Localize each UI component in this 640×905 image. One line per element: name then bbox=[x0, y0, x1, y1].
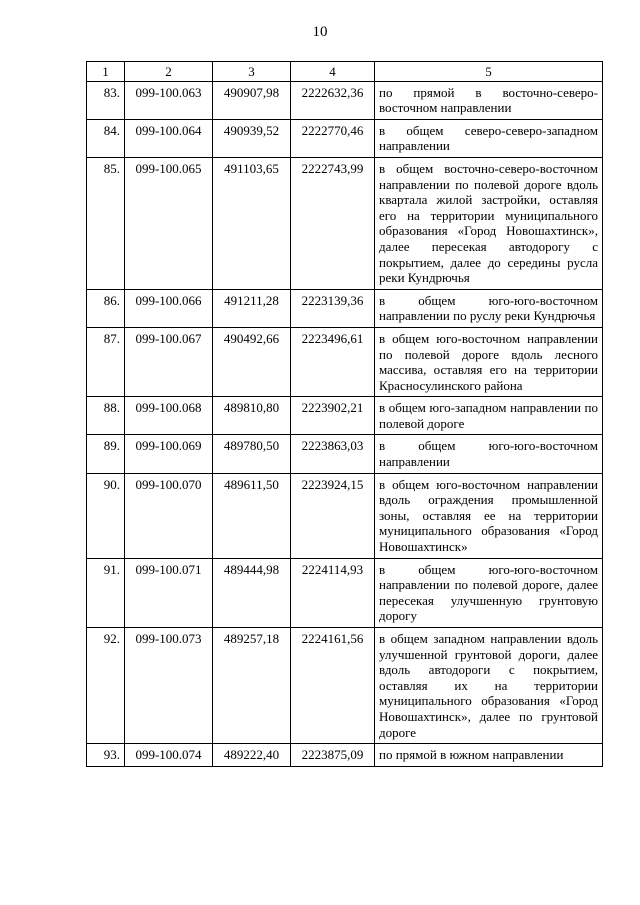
column-header-3: 3 bbox=[213, 62, 291, 82]
table-row bbox=[87, 628, 603, 744]
coordinate-x: 489444,98 bbox=[213, 558, 291, 627]
coordinate-x: 489222,40 bbox=[213, 744, 291, 767]
coordinate-y: 2224161,56 bbox=[291, 628, 375, 744]
boundary-description: в общем юго-юго-восточном направлении bbox=[375, 435, 603, 473]
row-number: 84. bbox=[87, 119, 125, 157]
point-code: 099-100.069 bbox=[125, 435, 213, 473]
row-number: 89. bbox=[87, 435, 125, 473]
boundary-description: в общем восточно-северо-восточном направлении по полевой дороге вдоль квартала жилой застройки, оставляя его на территории муниципального образования «Город Новошахтинск», далее пересекая автодорогу с покрытием, далее до середины русла реки Кундрючья bbox=[375, 157, 603, 289]
table-row bbox=[87, 397, 603, 435]
point-code: 099-100.067 bbox=[125, 327, 213, 396]
table-row bbox=[87, 81, 603, 119]
table-header-row bbox=[87, 62, 603, 82]
column-header-2: 2 bbox=[125, 62, 213, 82]
coordinate-x: 490492,66 bbox=[213, 327, 291, 396]
row-number: 85. bbox=[87, 157, 125, 289]
point-code: 099-100.065 bbox=[125, 157, 213, 289]
column-header-1: 1 bbox=[87, 62, 125, 82]
page-number: 10 bbox=[312, 24, 328, 40]
point-code: 099-100.063 bbox=[125, 81, 213, 119]
row-number: 90. bbox=[87, 473, 125, 558]
boundary-description: по прямой в южном направлении bbox=[375, 744, 603, 767]
column-header-4: 4 bbox=[291, 62, 375, 82]
point-code: 099-100.066 bbox=[125, 289, 213, 327]
column-header-5: 5 bbox=[375, 62, 603, 82]
point-code: 099-100.074 bbox=[125, 744, 213, 767]
coordinate-y: 2222743,99 bbox=[291, 157, 375, 289]
boundary-points-table bbox=[86, 61, 603, 767]
row-number: 92. bbox=[87, 628, 125, 744]
table-row bbox=[87, 473, 603, 558]
coordinate-y: 2223902,21 bbox=[291, 397, 375, 435]
table-row bbox=[87, 289, 603, 327]
coordinate-y: 2223496,61 bbox=[291, 327, 375, 396]
table-row bbox=[87, 744, 603, 767]
row-number: 88. bbox=[87, 397, 125, 435]
boundary-description: в общем северо-северо-западном направлении bbox=[375, 119, 603, 157]
coordinate-x: 489810,80 bbox=[213, 397, 291, 435]
boundary-description: в общем юго-восточном направлении по полевой дороге вдоль лесного массива, оставляя его на территории Красносулинского района bbox=[375, 327, 603, 396]
point-code: 099-100.073 bbox=[125, 628, 213, 744]
coordinate-y: 2223875,09 bbox=[291, 744, 375, 767]
boundary-description: в общем западном направлении вдоль улучшенной грунтовой дороги, далее вдоль автодороги с покрытием, оставляя их на территории муниципального образования «Город Новошахтинск», далее по грунтовой дороге bbox=[375, 628, 603, 744]
point-code: 099-100.068 bbox=[125, 397, 213, 435]
table-row bbox=[87, 327, 603, 396]
table-row bbox=[87, 119, 603, 157]
row-number: 83. bbox=[87, 81, 125, 119]
row-number: 91. bbox=[87, 558, 125, 627]
coordinate-y: 2223863,03 bbox=[291, 435, 375, 473]
point-code: 099-100.071 bbox=[125, 558, 213, 627]
coordinate-x: 490939,52 bbox=[213, 119, 291, 157]
coordinate-y: 2224114,93 bbox=[291, 558, 375, 627]
coordinate-y: 2222770,46 bbox=[291, 119, 375, 157]
point-code: 099-100.070 bbox=[125, 473, 213, 558]
coordinate-y: 2222632,36 bbox=[291, 81, 375, 119]
coordinate-x: 489780,50 bbox=[213, 435, 291, 473]
coordinate-x: 489611,50 bbox=[213, 473, 291, 558]
row-number: 87. bbox=[87, 327, 125, 396]
coordinate-x: 490907,98 bbox=[213, 81, 291, 119]
boundary-description: в общем юго-западном направлении по полевой дороге bbox=[375, 397, 603, 435]
point-code: 099-100.064 bbox=[125, 119, 213, 157]
table-row bbox=[87, 157, 603, 289]
coordinate-y: 2223924,15 bbox=[291, 473, 375, 558]
boundary-description: в общем юго-юго-восточном направлении по руслу реки Кундрючья bbox=[375, 289, 603, 327]
table-row bbox=[87, 558, 603, 627]
coordinate-x: 491103,65 bbox=[213, 157, 291, 289]
row-number: 93. bbox=[87, 744, 125, 767]
boundary-description: в общем юго-восточном направлении вдоль ограждения промышленной зоны, оставляя ее на территории муниципального образования «Город Новошахтинск» bbox=[375, 473, 603, 558]
coordinate-x: 489257,18 bbox=[213, 628, 291, 744]
coordinate-x: 491211,28 bbox=[213, 289, 291, 327]
coordinate-y: 2223139,36 bbox=[291, 289, 375, 327]
row-number: 86. bbox=[87, 289, 125, 327]
boundary-description: в общем юго-юго-восточном направлении по полевой дороге, далее пересекая улучшенную грунтовую дорогу bbox=[375, 558, 603, 627]
table-row bbox=[87, 435, 603, 473]
boundary-description: по прямой в восточно-северо-восточном направлении bbox=[375, 81, 603, 119]
